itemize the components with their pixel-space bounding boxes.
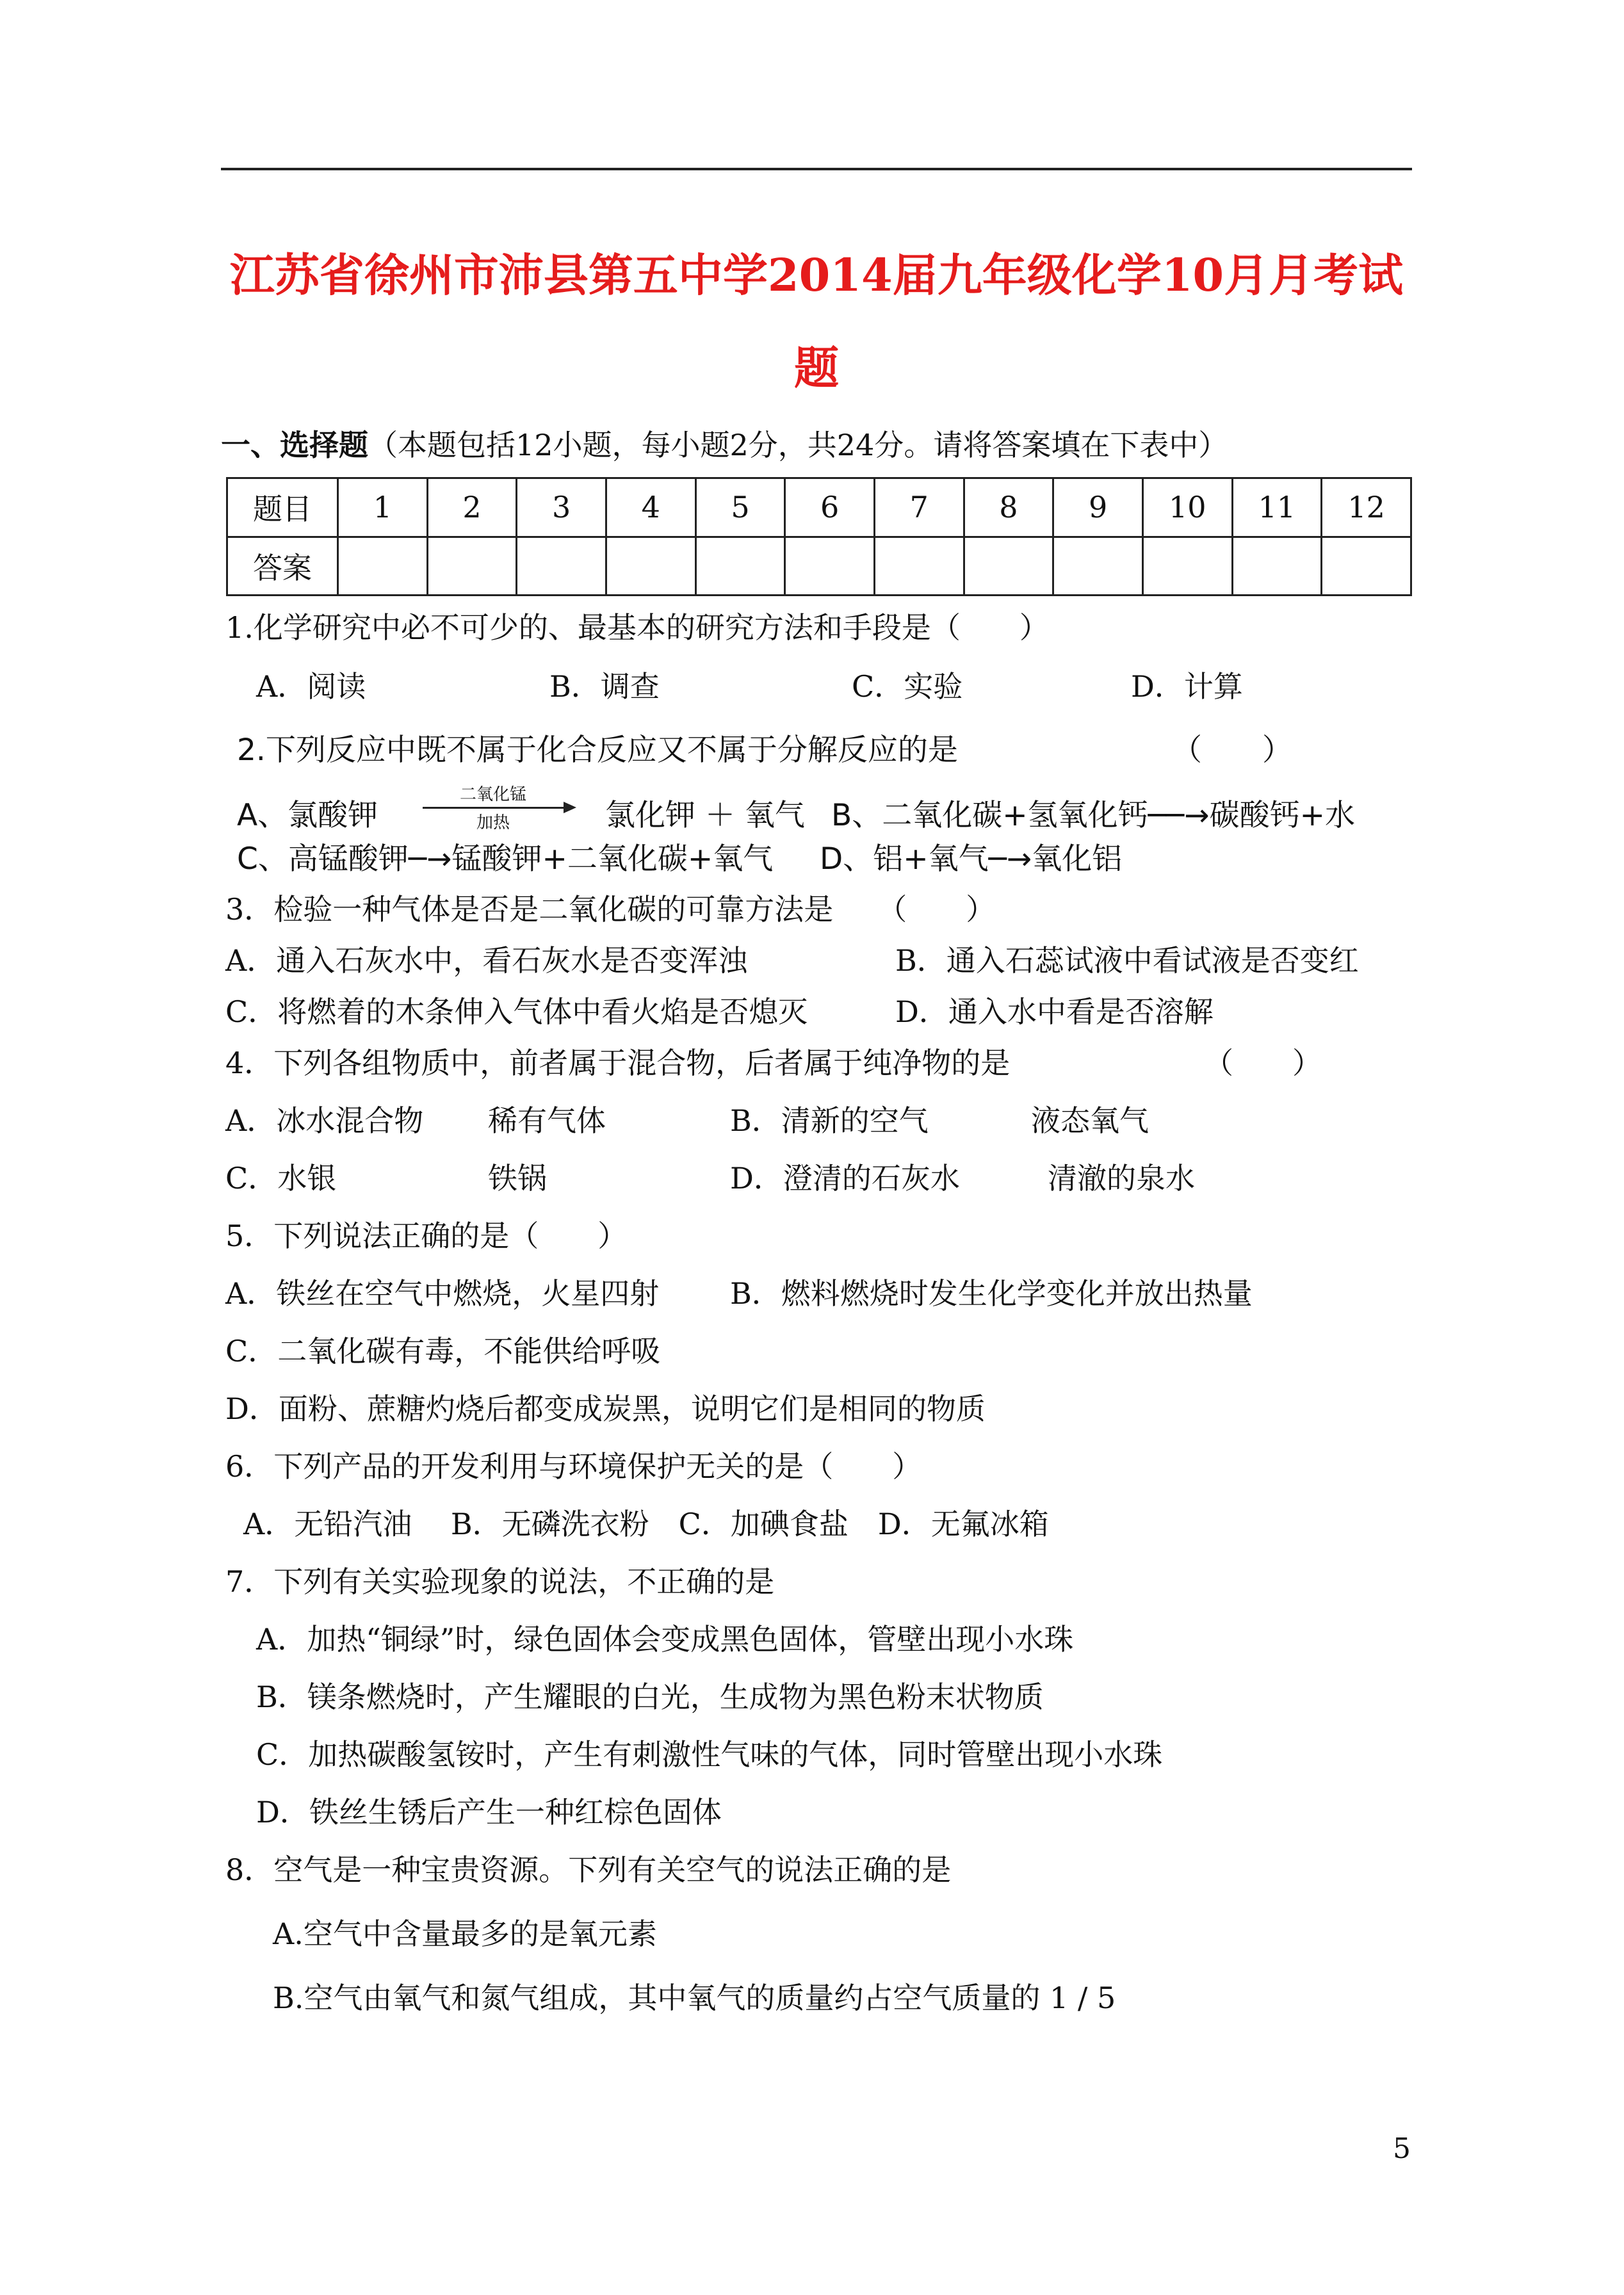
question-4-option-d-first: D．澄清的石灰水 bbox=[730, 1161, 960, 1196]
question-4-option-a-first: A．冰水混合物 bbox=[225, 1103, 424, 1138]
question-3-option-d: D．通入水中看是否溶解 bbox=[895, 994, 1214, 1029]
reaction-arrow bbox=[410, 786, 576, 831]
question-2-option-a-reactant: A、氯酸钾 bbox=[237, 798, 378, 833]
question-number: 7 bbox=[874, 478, 964, 537]
question-4-option-c-second: 铁锅 bbox=[488, 1161, 547, 1196]
question-5-option-d: D．面粉、蔗糖灼烧后都变成炭黑，说明它们是相同的物质 bbox=[225, 1391, 986, 1426]
answer-cell[interactable] bbox=[1232, 537, 1322, 596]
question-2-stem: 2.下列反应中既不属于化合反应又不属于分解反应的是 bbox=[237, 733, 958, 768]
section-title: 一、选择题 bbox=[221, 428, 368, 462]
question-2-option-c: C、高锰酸钾─→锰酸钾+二氧化碳+氧气 bbox=[237, 841, 774, 877]
question-6-options: A．无铅汽油 B．无磷洗衣粉 C．加碘食盐 D．无氟冰箱 bbox=[243, 1507, 1049, 1541]
question-4-option-b-first: B．清新的空气 bbox=[730, 1103, 929, 1138]
question-3-option-c: C．将燃着的木条伸入气体中看火焰是否熄灭 bbox=[225, 994, 808, 1029]
question-number: 8 bbox=[964, 478, 1053, 537]
answer-cell[interactable] bbox=[1053, 537, 1143, 596]
question-4-paren: （ ） bbox=[1204, 1046, 1322, 1080]
question-3-stem: 3．检验一种气体是否是二氧化碳的可靠方法是 （ ） bbox=[225, 892, 996, 927]
question-5-option-b: B．燃料燃烧时发生化学变化并放出热量 bbox=[730, 1276, 1253, 1311]
question-number: 6 bbox=[785, 478, 875, 537]
question-number: 12 bbox=[1322, 478, 1411, 537]
answer-cell[interactable] bbox=[874, 537, 964, 596]
question-1-option-c: C．实验 bbox=[852, 669, 963, 704]
question-4-stem: 4．下列各组物质中，前者属于混合物，后者属于纯净物的是 bbox=[225, 1046, 1011, 1080]
question-4-option-b-second: 液态氧气 bbox=[1031, 1103, 1149, 1138]
question-1-option-d: D．计算 bbox=[1131, 669, 1243, 704]
answer-cell[interactable] bbox=[1142, 537, 1232, 596]
question-5-stem: 5．下列说法正确的是（ ） bbox=[225, 1219, 628, 1253]
question-6-stem: 6．下列产品的开发利用与环境保护无关的是（ ） bbox=[225, 1449, 922, 1484]
question-2-option-a-products: 氯化钾 ＋ 氧气 bbox=[605, 798, 805, 833]
answer-cell[interactable] bbox=[964, 537, 1053, 596]
question-2-option-b: B、二氧化碳+氢氧化钙──→碳酸钙+水 bbox=[831, 798, 1355, 833]
answer-cell[interactable] bbox=[606, 537, 695, 596]
answer-cell[interactable] bbox=[695, 537, 785, 596]
question-number: 2 bbox=[427, 478, 517, 537]
page-title: 江苏省徐州市沛县第五中学2014届九年级化学10月月考试 bbox=[229, 248, 1404, 302]
section-heading bbox=[221, 430, 1228, 460]
question-1-option-b: B．调查 bbox=[549, 669, 660, 704]
question-number: 5 bbox=[695, 478, 785, 537]
question-8-stem: 8．空气是一种宝贵资源。下列有关空气的说法正确的是 bbox=[225, 1853, 952, 1887]
question-2-paren: （ ） bbox=[1172, 733, 1292, 768]
table-row bbox=[227, 537, 1411, 596]
header-rule bbox=[221, 168, 1412, 170]
question-3-option-b: B．通入石蕊试液中看试液是否变红 bbox=[895, 943, 1359, 978]
question-3-option-a: A．通入石灰水中，看石灰水是否变浑浊 bbox=[225, 943, 748, 978]
question-7-option-c: C．加热碳酸氢铵时，产生有刺激性气味的气体，同时管壁出现小水珠 bbox=[256, 1737, 1163, 1772]
question-number: 1 bbox=[338, 478, 428, 537]
answer-cell[interactable] bbox=[1322, 537, 1411, 596]
question-7-stem: 7．下列有关实验现象的说法，不正确的是 bbox=[225, 1564, 775, 1599]
question-4-option-d-second: 清澈的泉水 bbox=[1048, 1161, 1195, 1196]
question-4-option-c-first: C．水银 bbox=[225, 1161, 337, 1196]
arrow-shaft bbox=[423, 807, 567, 809]
question-5-option-a: A．铁丝在空气中燃烧，火星四射 bbox=[225, 1276, 660, 1311]
question-2-option-d: D、铝+氧气─→氧化铝 bbox=[820, 841, 1123, 877]
question-number: 10 bbox=[1142, 478, 1232, 537]
answer-cell[interactable] bbox=[517, 537, 606, 596]
reaction-catalyst: 二氧化锰 bbox=[459, 785, 526, 804]
question-8-option-a: A.空气中含量最多的是氧元素 bbox=[273, 1917, 657, 1951]
answer-cell[interactable] bbox=[785, 537, 875, 596]
question-8-option-b: B.空气由氧气和氮气组成，其中氧气的质量约占空气质量的 1 / 5 bbox=[273, 1981, 1116, 2015]
answer-cell[interactable] bbox=[338, 537, 428, 596]
question-number: 4 bbox=[606, 478, 695, 537]
question-4-option-a-second: 稀有气体 bbox=[488, 1103, 606, 1138]
question-5-option-c: C．二氧化碳有毒，不能供给呼吸 bbox=[225, 1334, 661, 1368]
row-label-question: 题目 bbox=[227, 478, 338, 537]
question-number: 3 bbox=[517, 478, 606, 537]
arrow-head-icon bbox=[564, 802, 576, 813]
question-1-stem: 1.化学研究中必不可少的、最基本的研究方法和手段是（ ） bbox=[225, 610, 1049, 645]
answer-table bbox=[226, 477, 1412, 596]
page-number: 5 bbox=[1393, 2132, 1411, 2165]
question-7-option-d: D．铁丝生锈后产生一种红棕色固体 bbox=[256, 1795, 722, 1829]
section-note: （本题包括12小题，每小题2分，共24分。请将答案填在下表中） bbox=[368, 428, 1228, 462]
question-number: 11 bbox=[1232, 478, 1322, 537]
table-row bbox=[227, 478, 1411, 537]
question-7-option-b: B．镁条燃烧时，产生耀眼的白光，生成物为黑色粉末状物质 bbox=[256, 1680, 1044, 1714]
reaction-condition: 加热 bbox=[476, 813, 510, 832]
question-7-option-a: A．加热“铜绿”时，绿色固体会变成黑色固体，管壁出现小水珠 bbox=[256, 1622, 1074, 1657]
page-title-continued: 题 bbox=[794, 341, 839, 394]
row-label-answer: 答案 bbox=[227, 537, 338, 596]
question-number: 9 bbox=[1053, 478, 1143, 537]
question-1-option-a: A．阅读 bbox=[256, 669, 366, 704]
answer-cell[interactable] bbox=[427, 537, 517, 596]
